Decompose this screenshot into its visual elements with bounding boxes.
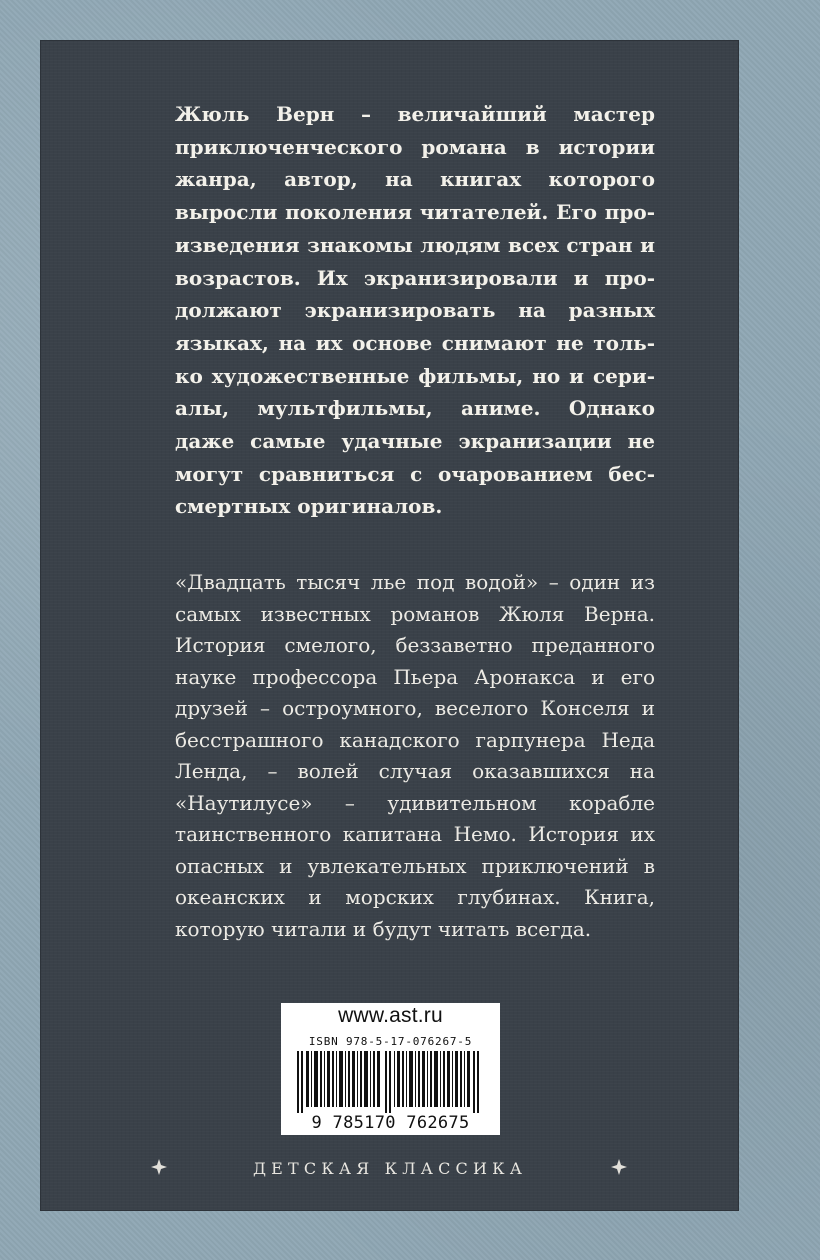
barcode-bars-icon — [297, 1051, 485, 1113]
series-title — [0, 1154, 780, 1184]
isbn-number: ISBN 978-5-17-076267-5 — [308, 1035, 473, 1048]
book-annotation: «Двадцать тысяч лье под водой» – один из самых известных романов Жюля Верна. История смелого, беззаветно преданного науке профессора Пьера Аронакса и его друзей – остроумного, веселого Конселя и бесстрашного канадского гарпунера Неда Ленда, – волей случая оказавшихся на «Наутилусе» – удивительном корабле таинственного капитана Немо. История их опасных и увлекательных приключений в океанских и морских глубинах. Книга, которую читали и будут читать всегда. — [175, 570, 655, 941]
diamond-ornament-right-icon — [610, 1158, 628, 1176]
barcode-block — [281, 1003, 500, 1135]
author-description: Жюль Верн – величайший мастер приключенческого романа в истории жанра, автор, на книгах которого выросли поколения читателей. Его произведения знакомы людям всех стран и возрастов. Их экранизировали и продолжают экранизировать на разных языках, на их основе снимают не только художественные фильмы, но и сериалы, мультфильмы, аниме. Однако даже самые удачные экранизации не могут сравниться с очарованием бессмертных оригиналов. — [175, 102, 655, 519]
publisher-website: www.ast.ru — [338, 1004, 443, 1027]
series-name: ДЕТСКАЯ КЛАССИКА — [252, 1159, 528, 1178]
ean-digits: 9 785170 762675 — [311, 1113, 470, 1133]
